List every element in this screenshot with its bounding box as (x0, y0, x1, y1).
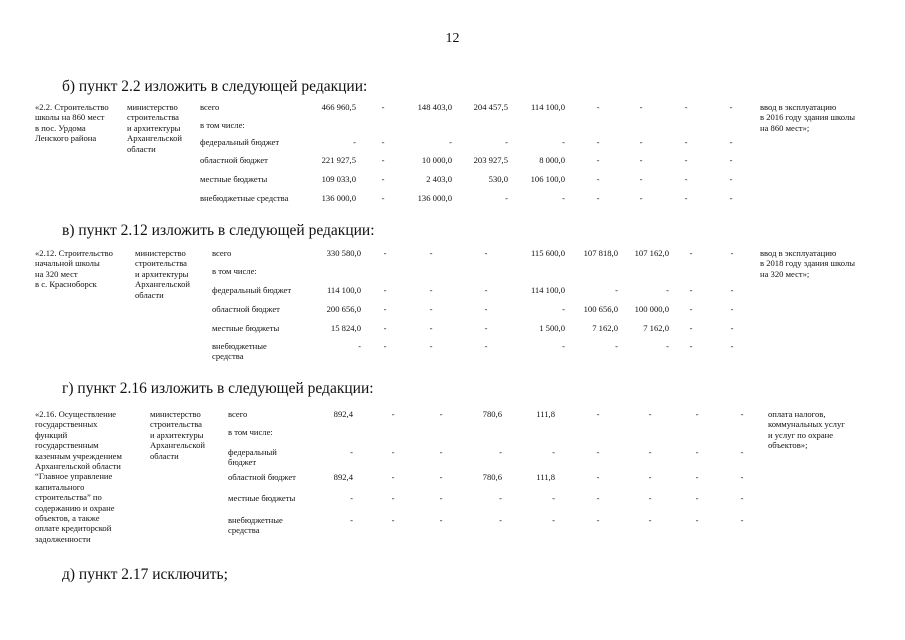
funding-value-cell: - (429, 341, 433, 351)
funding-value-cell: - (740, 409, 744, 419)
section-heading-2-16: г) пункт 2.16 изложить в следующей редакции: (62, 380, 374, 397)
funding-value-cell: - (639, 174, 643, 184)
funding-value-cell: - (391, 515, 395, 525)
funding-source-label: федеральный (228, 447, 277, 457)
funding-value-cell: - (350, 515, 353, 525)
measure-title-line: «2.16. Осуществление (35, 409, 117, 419)
funding-value-cell: - (562, 137, 565, 147)
funding-value-cell: - (353, 137, 356, 147)
funding-value-cell: 107 818,0 (583, 248, 618, 258)
result-line: оплата налогов, (768, 409, 826, 419)
funding-value-cell: - (596, 472, 600, 482)
funding-value-cell: - (383, 304, 387, 314)
funding-value-cell: - (596, 409, 600, 419)
funding-value-cell: - (596, 174, 600, 184)
funding-value-cell: - (689, 285, 693, 295)
funding-value-cell: - (666, 341, 669, 351)
funding-value-cell: - (615, 285, 618, 295)
measure-title-line: Ленского района (35, 133, 97, 144)
funding-source-label: внебюджетные (228, 515, 283, 525)
funding-value-cell: 780,6 (482, 472, 502, 482)
funding-source-label: всего (228, 409, 248, 419)
funding-value-cell: - (596, 102, 600, 112)
funding-value-cell: 115 600,0 (530, 248, 565, 258)
funding-value-cell: 15 824,0 (330, 323, 361, 333)
measure-title-line: “Главное управление (35, 471, 113, 482)
section-heading-2-2: б) пункт 2.2 изложить в следующей редакции: (62, 78, 368, 95)
funding-value-cell: - (596, 447, 600, 457)
funding-value-cell: 892,4 (333, 472, 353, 482)
funding-value-cell: - (648, 515, 652, 525)
funding-value-cell: - (499, 447, 502, 457)
funding-source-label: в том числе: (200, 120, 245, 130)
executor-line: министерство (135, 248, 186, 258)
funding-value-cell: 114 100,0 (530, 102, 565, 112)
funding-value-cell: - (729, 193, 733, 203)
funding-value-cell: - (695, 472, 699, 482)
funding-value-cell: - (648, 493, 652, 503)
funding-value-cell: - (350, 493, 353, 503)
funding-value-cell: - (381, 174, 385, 184)
measure-title-line: казенным учреждением (35, 450, 122, 461)
funding-value-cell: - (596, 515, 600, 525)
measure-title-line: государственным (35, 440, 99, 451)
executor-line: Архангельской (127, 133, 182, 144)
executor-line: строительства (150, 419, 202, 430)
measure-title-line: на 320 мест (35, 268, 78, 279)
funding-source-label: местные бюджеты (212, 323, 280, 333)
funding-value-cell: - (740, 493, 744, 503)
funding-value-cell: 100 656,0 (583, 304, 618, 314)
measure-title-line: Архангельской области (35, 461, 121, 471)
funding-value-cell: - (391, 472, 395, 482)
executor-line: министерство (150, 409, 201, 419)
measure-title-line: начальной школы (35, 258, 100, 269)
funding-value-cell: - (562, 304, 565, 314)
funding-value-cell: 1 500,0 (539, 323, 565, 333)
funding-source-label: всего (212, 248, 232, 258)
measure-title-line: оплате кредиторской (35, 523, 112, 534)
funding-value-cell: 203 927,5 (473, 155, 508, 165)
funding-value-cell: - (740, 447, 744, 457)
funding-source-label: федеральный бюджет (200, 137, 280, 147)
funding-value-cell: - (729, 155, 733, 165)
funding-value-cell: - (484, 341, 488, 351)
funding-value-cell: - (429, 323, 433, 333)
funding-value-cell: - (684, 102, 688, 112)
funding-value-cell: - (596, 193, 600, 203)
funding-value-cell: 892,4 (333, 409, 353, 419)
funding-value-cell: - (391, 409, 395, 419)
result-line: ввод в эксплуатацию (760, 102, 837, 112)
funding-value-cell: - (740, 515, 744, 525)
funding-value-cell: - (730, 341, 734, 351)
result-line: на 320 мест»; (760, 268, 810, 279)
funding-value-cell: - (429, 285, 433, 295)
funding-value-cell: - (639, 137, 643, 147)
funding-source-label: внебюджетные средства (200, 193, 289, 203)
section-heading-2-17: д) пункт 2.17 исключить; (62, 566, 228, 583)
measure-title-line: строительства” по (35, 492, 102, 503)
funding-value-cell: 111,8 (536, 409, 555, 419)
measure-title-line: в с. Красноборск (35, 279, 97, 290)
funding-source-label: областной бюджет (228, 472, 296, 482)
funding-source-label: федеральный бюджет (212, 285, 292, 295)
funding-value-cell: - (505, 137, 508, 147)
funding-value-cell: - (391, 447, 395, 457)
funding-value-cell: - (648, 472, 652, 482)
funding-value-cell: - (684, 155, 688, 165)
measure-title-line: в пос. Урдома (35, 122, 86, 133)
funding-value-cell: - (383, 341, 387, 351)
funding-value-cell: - (552, 447, 555, 457)
funding-value-cell: 136 000,0 (321, 193, 356, 203)
funding-value-cell: 2 403,0 (426, 174, 452, 184)
funding-value-cell: - (639, 155, 643, 165)
funding-value-cell: - (449, 137, 452, 147)
funding-value-cell: - (695, 447, 699, 457)
funding-value-cell: - (695, 409, 699, 419)
funding-value-cell: 780,6 (482, 409, 502, 419)
executor-line: строительства (135, 258, 187, 269)
result-line: коммунальных услуг (768, 419, 845, 430)
funding-value-cell: 466 960,5 (321, 102, 356, 112)
funding-value-cell: - (381, 102, 385, 112)
measure-title-line: «2.2. Строительство (35, 102, 109, 112)
funding-source-label: областной бюджет (200, 155, 268, 165)
result-line: объектов»; (768, 440, 808, 451)
funding-value-cell: - (695, 515, 699, 525)
funding-value-cell: - (639, 102, 643, 112)
funding-value-cell: - (439, 409, 443, 419)
funding-value-cell: - (383, 248, 387, 258)
funding-value-cell: - (729, 137, 733, 147)
funding-source-label: бюджет (228, 457, 257, 468)
funding-value-cell: - (552, 515, 555, 525)
funding-value-cell: - (499, 493, 502, 503)
funding-value-cell: - (596, 493, 600, 503)
executor-line: и архитектуры (150, 429, 204, 440)
funding-value-cell: - (730, 248, 734, 258)
funding-value-cell: 7 162,0 (592, 323, 618, 333)
result-line: на 860 мест»; (760, 122, 810, 133)
funding-source-label: местные бюджеты (200, 174, 268, 184)
funding-source-label: областной бюджет (212, 304, 280, 314)
funding-value-cell: - (666, 285, 669, 295)
funding-value-cell: 136 000,0 (417, 193, 452, 203)
funding-value-cell: - (684, 174, 688, 184)
funding-value-cell: - (505, 193, 508, 203)
result-line: и услуг по охране (768, 429, 834, 440)
funding-source-label: местные бюджеты (228, 493, 296, 503)
funding-value-cell: - (729, 102, 733, 112)
funding-source-label: внебюджетные (212, 341, 267, 351)
funding-value-cell: - (358, 341, 361, 351)
funding-value-cell: - (381, 137, 385, 147)
funding-value-cell: 221 927,5 (321, 155, 356, 165)
funding-value-cell: 204 457,5 (473, 102, 508, 112)
executor-line: и архитектуры (135, 268, 189, 279)
result-line: в 2018 году здания школы (760, 258, 856, 269)
funding-value-cell: - (381, 155, 385, 165)
funding-value-cell: 7 162,0 (643, 323, 669, 333)
executor-line: области (150, 450, 179, 461)
funding-value-cell: - (729, 174, 733, 184)
funding-value-cell: - (439, 493, 443, 503)
page-number: 12 (445, 31, 460, 46)
measure-title-line: капитального (35, 481, 85, 492)
measure-title-line: задолженности (35, 533, 91, 544)
funding-value-cell: - (439, 472, 443, 482)
funding-value-cell: - (484, 323, 488, 333)
funding-source-label: в том числе: (228, 427, 273, 437)
executor-line: Архангельской (150, 440, 205, 451)
funding-value-cell: - (648, 447, 652, 457)
funding-value-cell: - (383, 323, 387, 333)
funding-value-cell: - (730, 304, 734, 314)
funding-value-cell: 10 000,0 (421, 155, 452, 165)
funding-value-cell: - (484, 248, 488, 258)
result-line: ввод в эксплуатацию (760, 248, 837, 258)
executor-line: области (135, 289, 164, 300)
funding-value-cell: 330 580,0 (326, 248, 361, 258)
funding-value-cell: - (596, 137, 600, 147)
measure-title-line: государственных (35, 419, 98, 430)
executor-line: министерство (127, 102, 178, 112)
funding-source-label: средства (212, 351, 244, 362)
funding-value-cell: - (429, 304, 433, 314)
measure-title-line: школы на 860 мест (35, 112, 105, 123)
funding-value-cell: 106 100,0 (530, 174, 565, 184)
funding-value-cell: - (689, 304, 693, 314)
funding-value-cell: - (684, 137, 688, 147)
funding-value-cell: - (740, 472, 744, 482)
funding-source-label: всего (200, 102, 220, 112)
funding-value-cell: - (439, 447, 443, 457)
funding-value-cell: 114 100,0 (530, 285, 565, 295)
measure-title-line: объектов, а также (35, 513, 100, 523)
funding-value-cell: - (730, 323, 734, 333)
executor-line: и архитектуры (127, 122, 181, 133)
funding-value-cell: - (689, 323, 693, 333)
funding-value-cell: 8 000,0 (539, 155, 565, 165)
funding-value-cell: - (484, 285, 488, 295)
funding-value-cell: - (552, 493, 555, 503)
funding-value-cell: - (615, 341, 618, 351)
funding-value-cell: - (562, 193, 565, 203)
funding-value-cell: 114 100,0 (326, 285, 361, 295)
funding-value-cell: - (350, 447, 353, 457)
measure-title-line: функций (35, 429, 68, 440)
section-heading-2-12: в) пункт 2.12 изложить в следующей редакции: (62, 222, 375, 239)
funding-value-cell: - (383, 285, 387, 295)
executor-line: области (127, 143, 156, 154)
result-line: в 2016 году здания школы (760, 112, 856, 123)
funding-value-cell: - (684, 193, 688, 203)
funding-value-cell: - (648, 409, 652, 419)
funding-value-cell: - (695, 493, 699, 503)
funding-value-cell: - (484, 304, 488, 314)
funding-value-cell: - (381, 193, 385, 203)
funding-value-cell: 109 033,0 (321, 174, 356, 184)
funding-value-cell: - (689, 341, 693, 351)
funding-value-cell: - (562, 341, 565, 351)
funding-value-cell: 200 656,0 (326, 304, 361, 314)
funding-value-cell: - (439, 515, 443, 525)
funding-value-cell: - (429, 248, 433, 258)
funding-value-cell: - (730, 285, 734, 295)
funding-source-label: средства (228, 525, 260, 536)
measure-title-line: «2.12. Строительство (35, 248, 113, 258)
executor-line: строительства (127, 112, 179, 123)
funding-value-cell: 107 162,0 (634, 248, 669, 258)
funding-value-cell: - (499, 515, 502, 525)
funding-value-cell: - (391, 493, 395, 503)
funding-value-cell: 111,8 (536, 472, 555, 482)
measure-title-line: содержанию и охране (35, 502, 115, 513)
funding-value-cell: - (689, 248, 693, 258)
funding-source-label: в том числе: (212, 266, 257, 276)
funding-value-cell: 148 403,0 (417, 102, 452, 112)
executor-line: Архангельской (135, 279, 190, 290)
funding-value-cell: - (596, 155, 600, 165)
funding-value-cell: 530,0 (488, 174, 508, 184)
funding-value-cell: - (639, 193, 643, 203)
funding-value-cell: 100 000,0 (634, 304, 669, 314)
